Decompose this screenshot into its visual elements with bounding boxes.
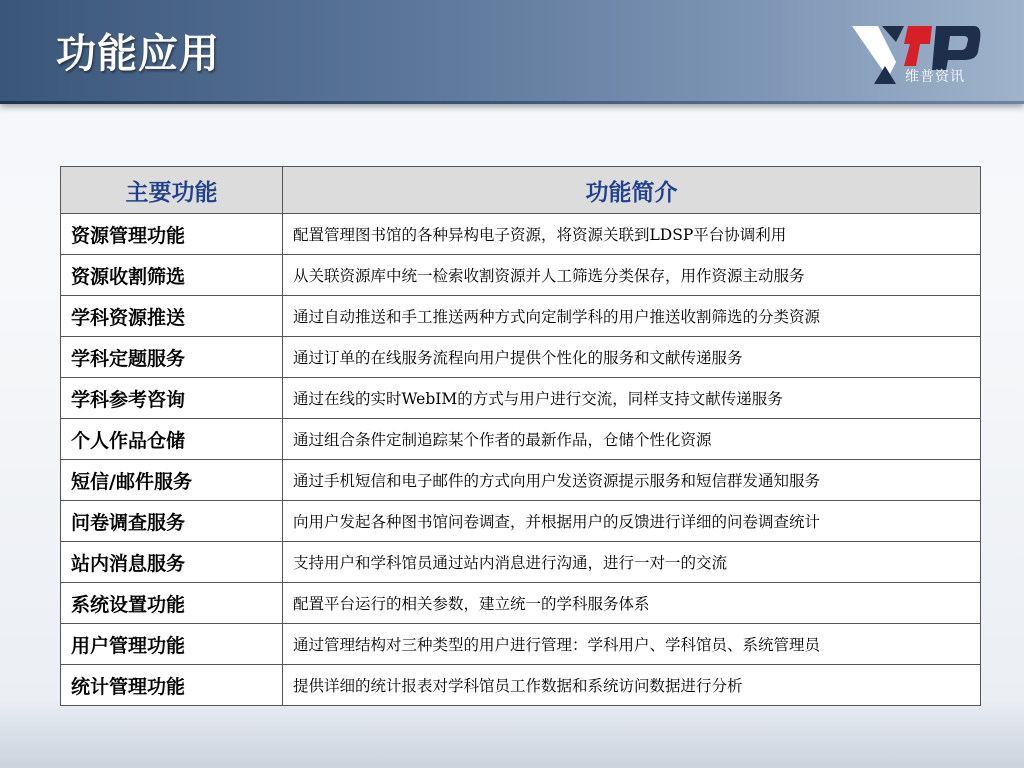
- description-cell: 向用户发起各种图书馆问卷调查，并根据用户的反馈进行详细的问卷调查统计: [283, 501, 981, 542]
- description-cell: 从关联资源库中统一检索收割资源并人工筛选分类保存，用作资源主动服务: [283, 255, 981, 296]
- feature-cell: 学科参考咨询: [61, 378, 283, 419]
- feature-cell: 用户管理功能: [61, 624, 283, 665]
- feature-cell: 系统设置功能: [61, 583, 283, 624]
- table-row: [61, 542, 981, 583]
- feature-cell: 资源管理功能: [61, 214, 283, 255]
- description-cell: 通过自动推送和手工推送两种方式向定制学科的用户推送收割筛选的分类资源: [283, 296, 981, 337]
- bottom-decoration: [0, 700, 1024, 768]
- feature-cell: 站内消息服务: [61, 542, 283, 583]
- table-row: [61, 255, 981, 296]
- description-cell: 通过管理结构对三种类型的用户进行管理：学科用户、学科馆员、系统管理员: [283, 624, 981, 665]
- feature-cell: 学科资源推送: [61, 296, 283, 337]
- feature-cell: 短信/邮件服务: [61, 460, 283, 501]
- feature-cell: 问卷调查服务: [61, 501, 283, 542]
- description-cell: 支持用户和学科馆员通过站内消息进行沟通，进行一对一的交流: [283, 542, 981, 583]
- feature-cell: 个人作品仓储: [61, 419, 283, 460]
- table-row: [61, 337, 981, 378]
- table-row: [61, 378, 981, 419]
- description-cell: 提供详细的统计报表对学科馆员工作数据和系统访问数据进行分析: [283, 665, 981, 706]
- table-row: [61, 501, 981, 542]
- description-cell: 配置管理图书馆的各种异构电子资源，将资源关联到LDSP平台协调利用: [283, 214, 981, 255]
- feature-cell: 统计管理功能: [61, 665, 283, 706]
- table-row: [61, 665, 981, 706]
- logo-text: 维普资讯: [905, 69, 965, 85]
- table-row: [61, 419, 981, 460]
- description-cell: 通过组合条件定制追踪某个作者的最新作品，仓储个性化资源: [283, 419, 981, 460]
- header-bar: [0, 0, 1024, 104]
- table-row: [61, 460, 981, 501]
- table-row: [61, 583, 981, 624]
- table-row: [61, 624, 981, 665]
- function-table: [60, 166, 981, 706]
- description-cell: 配置平台运行的相关参数，建立统一的学科服务体系: [283, 583, 981, 624]
- feature-cell: 资源收割筛选: [61, 255, 283, 296]
- description-cell: 通过在线的实时WebIM的方式与用户进行交流，同样支持文献传递服务: [283, 378, 981, 419]
- column-header-feature: 主要功能: [61, 167, 283, 214]
- feature-cell: 学科定题服务: [61, 337, 283, 378]
- table-row: [61, 214, 981, 255]
- table-header-row: [61, 167, 981, 214]
- page-title: 功能应用: [56, 31, 220, 77]
- description-cell: 通过订单的在线服务流程向用户提供个性化的服务和文献传递服务: [283, 337, 981, 378]
- column-header-description: 功能简介: [283, 167, 981, 214]
- description-cell: 通过手机短信和电子邮件的方式向用户发送资源提示服务和短信群发通知服务: [283, 460, 981, 501]
- table-row: [61, 296, 981, 337]
